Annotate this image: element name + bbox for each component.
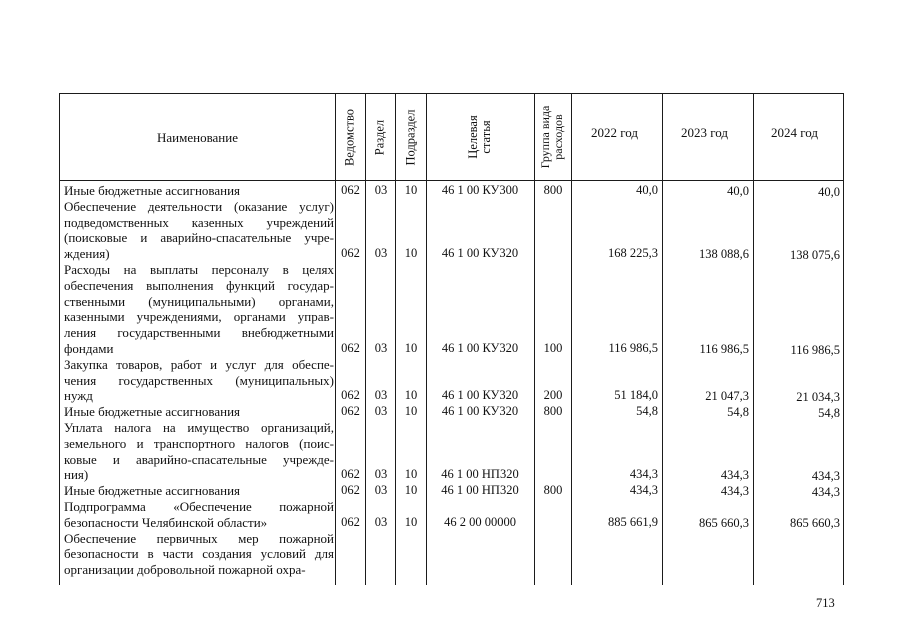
header-expense-group-line2: расходов bbox=[551, 114, 565, 160]
row-target-item-cell: 46 1 00 НП320 bbox=[441, 483, 519, 498]
row-name-line: нужд bbox=[64, 388, 93, 404]
row-name-line: ния) bbox=[64, 467, 89, 483]
row-v2023-cell: 21 047,3 bbox=[705, 389, 749, 404]
row-v2022-cell: 168 225,3 bbox=[608, 246, 658, 261]
row-target-item-cell: 46 1 00 КУ300 bbox=[441, 183, 519, 197]
row-department-cell: 062 bbox=[341, 404, 360, 419]
row-name-line: Обеспечение первичных мер пожарной bbox=[64, 530, 334, 546]
row-department-cell: 062 bbox=[341, 467, 360, 482]
row-section-cell: 03 bbox=[374, 467, 388, 482]
row-subsection-cell: 10 bbox=[404, 388, 418, 403]
header-subsection: Подраздел bbox=[403, 109, 418, 166]
row-subsection-cell: 10 bbox=[404, 514, 418, 529]
row-department-cell: 062 bbox=[341, 483, 360, 498]
row-v2023-cell: 116 986,5 bbox=[699, 342, 749, 356]
header-section: Раздел bbox=[372, 119, 387, 156]
row-subsection-cell: 10 bbox=[404, 183, 418, 197]
row-expense-group-cell: 800 bbox=[543, 183, 563, 197]
row-section-cell: 03 bbox=[374, 514, 388, 529]
row-v2022-cell: 885 661,9 bbox=[608, 514, 658, 529]
row-target-item-cell: 46 1 00 КУ320 bbox=[441, 404, 519, 419]
row-name-line: ственными (муниципальными) органами, bbox=[64, 293, 334, 309]
row-department-cell: 062 bbox=[341, 183, 360, 197]
budget-table bbox=[59, 93, 844, 585]
header-year-2022: 2022 год bbox=[591, 125, 638, 140]
header-department: Ведомство bbox=[342, 108, 357, 167]
header-name: Наименование bbox=[157, 129, 238, 145]
row-name-line: ждения) bbox=[64, 246, 110, 262]
header-year-2024: 2024 год bbox=[771, 125, 818, 140]
row-name-line: Подпрограмма «Обеспечение пожарной bbox=[64, 499, 334, 514]
row-name-line: безопасности Челябинской области» bbox=[64, 514, 268, 530]
row-section-cell: 03 bbox=[374, 341, 388, 355]
row-target-item-cell: 46 1 00 КУ320 bbox=[441, 388, 519, 403]
row-name-line: Обеспечение деятельности (оказание услуг) bbox=[64, 198, 334, 214]
row-section-cell: 03 bbox=[374, 183, 388, 197]
header-year-2023: 2023 год bbox=[681, 125, 728, 140]
row-name-line: Расходы на выплаты персоналу в целях bbox=[64, 262, 334, 277]
row-v2022-cell: 434,3 bbox=[629, 483, 658, 498]
row-v2023-cell: 40,0 bbox=[727, 184, 749, 198]
row-name-line: земельного и транспортного налогов (поис- bbox=[64, 435, 334, 451]
row-v2024-cell: 40,0 bbox=[818, 184, 840, 199]
row-v2023-cell: 138 088,6 bbox=[699, 247, 749, 262]
row-v2023-cell: 434,3 bbox=[720, 484, 749, 499]
row-expense-group-cell: 100 bbox=[543, 341, 563, 355]
row-expense-group-cell: 800 bbox=[543, 483, 563, 498]
row-department-cell: 062 bbox=[341, 246, 360, 261]
row-v2024-cell: 21 034,3 bbox=[796, 389, 840, 404]
row-department-cell: 062 bbox=[341, 341, 360, 355]
row-v2022-cell: 434,3 bbox=[629, 467, 658, 482]
row-name-line: чения государственных (муниципальных) bbox=[64, 372, 334, 388]
row-expense-group-cell: 200 bbox=[543, 388, 563, 403]
row-subsection-cell: 10 bbox=[404, 483, 418, 498]
row-v2023-cell: 865 660,3 bbox=[699, 515, 749, 530]
row-v2022-cell: 51 184,0 bbox=[614, 388, 658, 403]
header-target-item-line2: статья bbox=[479, 120, 493, 154]
row-name-line: (поисковые и аварийно-спасательные учре- bbox=[64, 230, 334, 246]
row-v2022-cell: 116 986,5 bbox=[608, 341, 658, 355]
row-department-cell: 062 bbox=[341, 514, 360, 529]
row-name-line: Иные бюджетные ассигнования bbox=[64, 483, 241, 499]
row-name-line: подведомственных казенных учреждений bbox=[64, 214, 334, 230]
row-v2024-cell: 54,8 bbox=[818, 405, 840, 420]
header-expense-group-line1: Группа вида bbox=[538, 105, 552, 169]
row-v2024-cell: 116 986,5 bbox=[790, 342, 840, 357]
row-target-item-cell: 46 1 00 КУ320 bbox=[441, 246, 519, 261]
row-section-cell: 03 bbox=[374, 388, 388, 403]
row-v2024-cell: 434,3 bbox=[811, 484, 840, 499]
row-name-line: организации добровольной пожарной охра- bbox=[64, 562, 306, 578]
row-section-cell: 03 bbox=[374, 483, 388, 498]
row-name-line: казенными учреждениями, органами управ- bbox=[64, 309, 334, 325]
row-v2023-cell: 54,8 bbox=[727, 405, 749, 420]
row-v2024-cell: 434,3 bbox=[811, 468, 840, 483]
row-target-item-cell: 46 1 00 НП320 bbox=[441, 467, 519, 482]
row-name-line: ления государственными внебюджетными bbox=[64, 325, 334, 341]
row-name-line: безопасности в части создания условий для bbox=[64, 546, 334, 562]
row-name-line: Иные бюджетные ассигнования bbox=[64, 183, 241, 198]
table-body bbox=[60, 94, 843, 585]
row-v2024-cell: 138 075,6 bbox=[790, 247, 840, 262]
row-name-line: ковые и аварийно-спасательные учрежде- bbox=[64, 451, 334, 467]
row-subsection-cell: 10 bbox=[404, 246, 418, 261]
header-target-item-line1: Целевая bbox=[466, 115, 480, 159]
row-subsection-cell: 10 bbox=[404, 404, 418, 419]
row-name-line: Закупка товаров, работ и услуг для обеспе- bbox=[64, 356, 334, 372]
row-v2024-cell: 865 660,3 bbox=[790, 516, 840, 531]
row-target-item-cell: 46 1 00 КУ320 bbox=[441, 341, 519, 355]
row-section-cell: 03 bbox=[374, 404, 388, 419]
row-name-line: фондами bbox=[64, 341, 114, 356]
row-subsection-cell: 10 bbox=[404, 341, 418, 355]
row-target-item-cell: 46 2 00 00000 bbox=[444, 514, 516, 529]
row-name-line: обеспечения выполнения функций государ- bbox=[64, 277, 334, 293]
row-name-line: Уплата налога на имущество организаций, bbox=[64, 420, 334, 435]
row-subsection-cell: 10 bbox=[404, 467, 418, 482]
row-v2023-cell: 434,3 bbox=[720, 468, 749, 483]
row-expense-group-cell: 800 bbox=[543, 404, 563, 419]
row-v2022-cell: 40,0 bbox=[636, 183, 658, 197]
row-department-cell: 062 bbox=[341, 388, 360, 403]
page-number: 713 bbox=[816, 596, 835, 610]
row-v2022-cell: 54,8 bbox=[636, 404, 658, 419]
row-name-line: Иные бюджетные ассигнования bbox=[64, 404, 241, 420]
row-section-cell: 03 bbox=[374, 246, 388, 261]
